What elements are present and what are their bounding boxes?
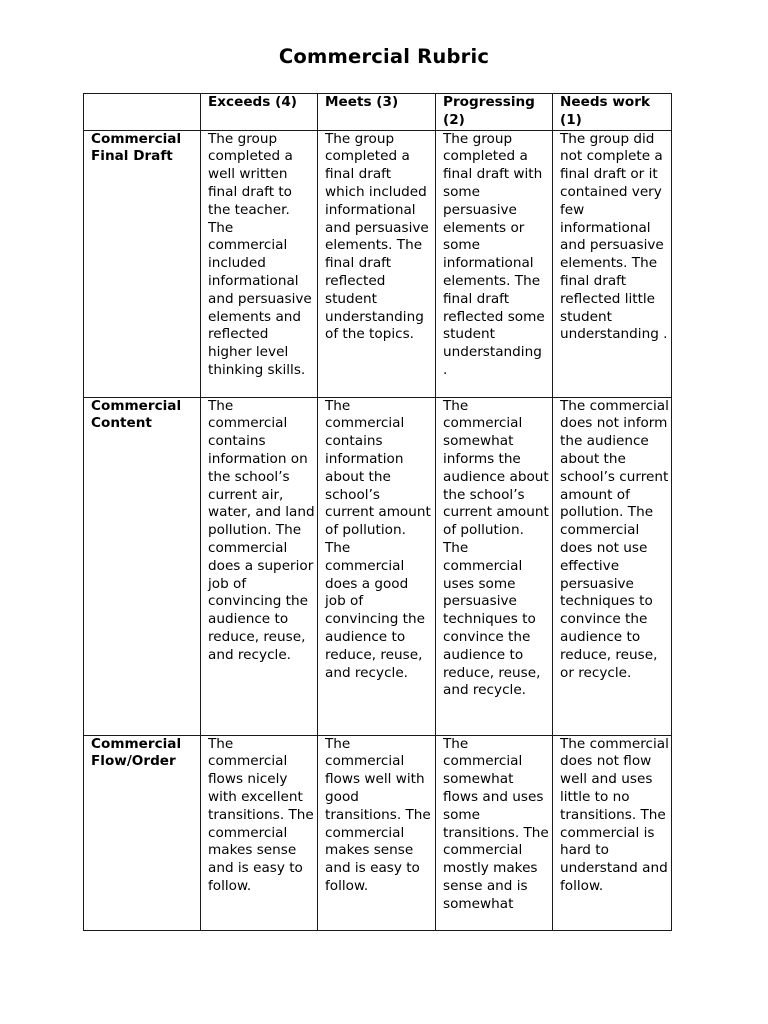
table-cell: The group completed a final draft which included informational and persuasive elements. The final draft reflected student understanding of the topics. — [318, 130, 436, 397]
table-cell: The commercial flows well with good transitions. The commercial makes sense and is easy to follow. — [318, 735, 436, 930]
table-cell: The commercial does not inform the audience about the school’s current amount of pollution. The commercial does not use effective persuasive techniques to convince the audience to reduce, reuse, or recycle. — [553, 397, 672, 735]
table-cell: The group completed a well written final draft to the teacher. The commercial included informational and persuasive elements and reflected higher level thinking skills. — [201, 130, 318, 397]
table-cell: The commercial somewhat flows and uses some transitions. The commercial mostly makes sense and is somewhat — [436, 735, 553, 930]
table-cell: The group completed a final draft with some persuasive elements or some informational elements. The final draft reflected some student understanding . — [436, 130, 553, 397]
header-cell-exceeds: Exceeds (4) — [201, 94, 318, 131]
table-row — [84, 735, 672, 930]
header-cell-meets: Meets (3) — [318, 94, 436, 131]
header-cell-needs-work: Needs work (1) — [553, 94, 672, 131]
rubric-table — [83, 93, 672, 931]
header-cell-progressing: Progressing (2) — [436, 94, 553, 131]
table-cell: The commercial contains information on the school’s current air, water, and land pollution. The commercial does a superior job of convincing the audience to reduce, reuse, and recycle. — [201, 397, 318, 735]
row-label-content: Commercial Content — [84, 397, 201, 735]
header-row — [84, 94, 672, 131]
table-cell: The group did not complete a final draft or it contained very few informational and persuasive elements. The final draft reflected little student understanding . — [553, 130, 672, 397]
table-cell: The commercial somewhat informs the audience about the school’s current amount of pollution. The commercial uses some persuasive techniques to convince the audience to reduce, reuse, and recycle. — [436, 397, 553, 735]
page-title: Commercial Rubric — [278, 45, 490, 68]
table-cell: The commercial does not flow well and uses little to no transitions. The commercial is hard to understand and follow. — [553, 735, 672, 930]
table-row — [84, 130, 672, 397]
row-label-final-draft: Commercial Final Draft — [84, 130, 201, 397]
table-cell: The commercial contains information about the school’s current amount of pollution. The commercial does a good job of convincing the audience to reduce, reuse, and recycle. — [318, 397, 436, 735]
row-label-flow-order: Commercial Flow/Order — [84, 735, 201, 930]
table-cell: The commercial flows nicely with excellent transitions. The commercial makes sense and is easy to follow. — [201, 735, 318, 930]
table-row — [84, 397, 672, 735]
header-cell-empty — [84, 94, 201, 131]
